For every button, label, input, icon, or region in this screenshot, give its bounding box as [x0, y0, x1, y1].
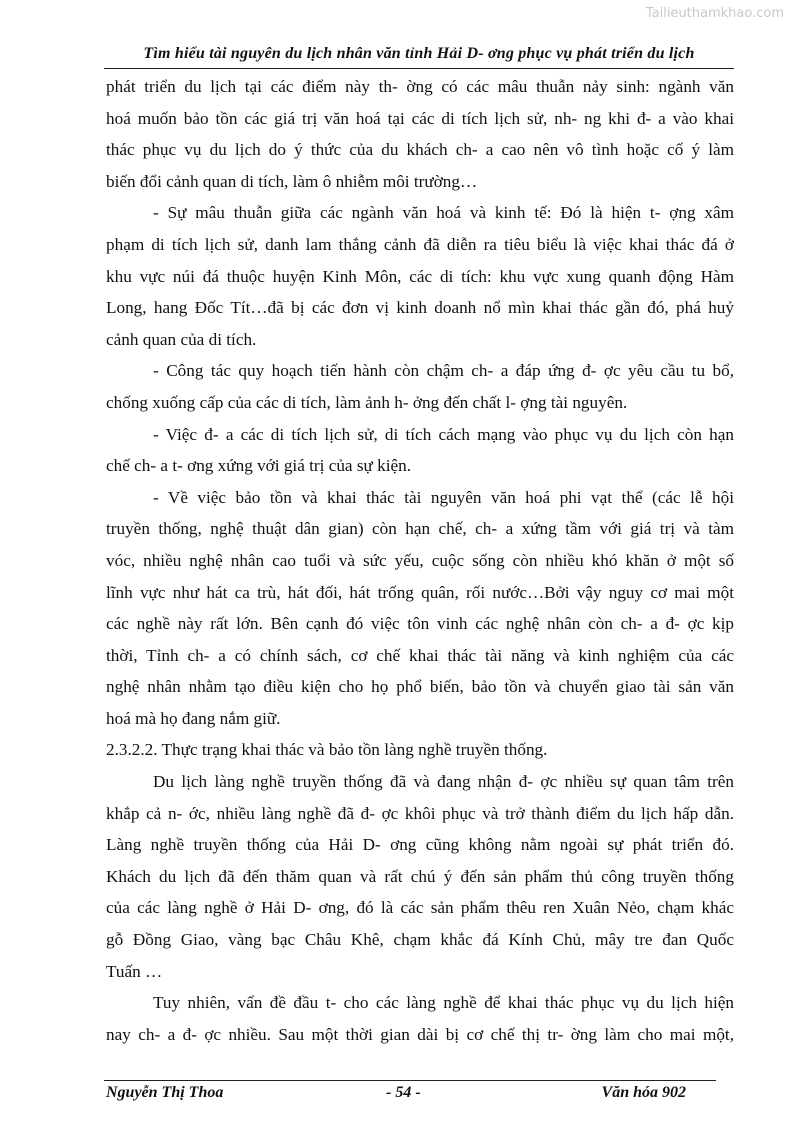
text-line: Làng nghề truyền thống của Hải D- ơng cũng không nằm ngoài sự phát triển đó. — [106, 835, 734, 855]
text-line: thác phục vụ du lịch do ý thức của du khách ch- a cao nên vô tình hoặc cố ý làm — [106, 140, 734, 160]
text-line: - Sự mâu thuẫn giữa các ngành văn hoá và kinh tế: Đó là hiện t- ợng xâm — [153, 203, 734, 223]
footer-page-number: - 54 - — [386, 1084, 421, 1101]
page-header-title: Tìm hiểu tài nguyên du lịch nhân văn tỉnh Hải D- ơng phục vụ phát triển du lịch — [143, 45, 695, 62]
text-line: 2.3.2.2. Thực trạng khai thác và bảo tồn làng nghề truyền thống. — [106, 740, 548, 760]
document-body — [106, 71, 734, 1050]
footer-class: Văn hóa 902 — [601, 1084, 686, 1101]
text-line: - Công tác quy hoạch tiến hành còn chậm ch- a đáp ứng đ- ợc yêu cầu tu bổ, — [153, 361, 734, 381]
text-line: chống xuống cấp của các di tích, làm ảnh h- ởng đến chất l- ợng tài nguyên. — [106, 392, 628, 412]
text-line: của các làng nghề ở Hải D- ơng, đó là các sản phẩm thêu ren Xuân Nẻo, chạm khác — [106, 898, 734, 918]
text-line: vóc, nhiều nghệ nhân cao tuổi và sức yếu, cuộc sống còn nhiều khó khăn ở một số — [106, 550, 734, 570]
text-line: - Việc đ- a các di tích lịch sử, di tích cách mạng vào phục vụ du lịch còn hạn — [153, 424, 734, 444]
text-line: gỗ Đồng Giao, vàng bạc Châu Khê, chạm khắc đá Kính Chủ, mây tre đan Quốc — [106, 930, 734, 950]
text-line: Tuy nhiên, vấn đề đầu t- cho các làng nghề để khai thác phục vụ du lịch hiện — [153, 993, 734, 1013]
text-line: khắp cả n- ớc, nhiều làng nghề đã đ- ợc khôi phục và trở thành điểm du lịch hấp dẫn. — [106, 803, 734, 823]
text-line: Long, hang Đốc Tít…đã bị các đơn vị kinh doanh nổ mìn khai thác gần đó, phá huỷ — [106, 298, 734, 318]
text-line: khu vực núi đá thuộc huyện Kinh Môn, các di tích: khu vực xung quanh động Hàm — [106, 266, 734, 286]
text-line: chế ch- a t- ơng xứng với giá trị của sự kiện. — [106, 456, 412, 476]
text-line: phát triển du lịch tại các điểm này th- ờng có các mâu thuẫn nảy sinh: ngành văn — [106, 77, 734, 96]
footer-divider — [104, 1080, 716, 1081]
header-divider — [104, 68, 734, 69]
text-line: cảnh quan của di tích. — [106, 329, 257, 349]
text-line: nay ch- a đ- ợc nhiều. Sau một thời gian dài bị cơ chế thị tr- ờng làm cho mai một, — [106, 1024, 734, 1044]
text-line: Tuấn … — [106, 961, 163, 981]
text-line: truyền thống, nghệ thuật dân gian) còn hạn chế, ch- a xứng tầm với giá trị và tàm — [106, 519, 734, 539]
footer-author: Nguyễn Thị Thoa — [106, 1084, 224, 1101]
watermark: Tailieuthamkhao.com — [645, 6, 784, 21]
text-line: Khách du lịch đã đến thăm quan và rất chú ý đến sản phẩm thủ công truyền thống — [106, 866, 734, 886]
text-line: thời, Tỉnh ch- a có chính sách, cơ chế khai thác tài năng và kinh nghiệm của các — [106, 645, 734, 665]
text-line: nghệ nhân nhằm tạo điều kiện cho họ phổ biến, bảo tồn và chuyển giao tài sản văn — [106, 677, 734, 697]
text-line: biến đổi cảnh quan di tích, làm ô nhiễm môi trường… — [106, 171, 478, 191]
text-line: hoá muốn bảo tồn các giá trị văn hoá tại các di tích lịch sử, nh- ng khi đ- a vào khai — [106, 108, 734, 128]
text-line: phạm di tích lịch sử, danh lam thắng cảnh đã diễn ra tiêu biểu là việc khai thác đá ở — [106, 234, 734, 254]
text-line: - Về việc bảo tồn và khai thác tài nguyên văn hoá phi vạt thể (các lễ hội — [153, 487, 734, 507]
text-line: các nghề này rất lớn. Bên cạnh đó việc tôn vinh các nghệ nhân còn ch- a đ- ợc kịp — [106, 614, 734, 634]
text-line: lĩnh vực như hát ca trù, hát đối, hát trống quân, rối nước…Bởi vậy nguy cơ mai một — [106, 582, 734, 602]
text-line: Du lịch làng nghề truyền thống đã và đang nhận đ- ợc nhiều sự quan tâm trên — [153, 772, 734, 792]
text-line: hoá mà họ đang nắm giữ. — [106, 708, 281, 728]
